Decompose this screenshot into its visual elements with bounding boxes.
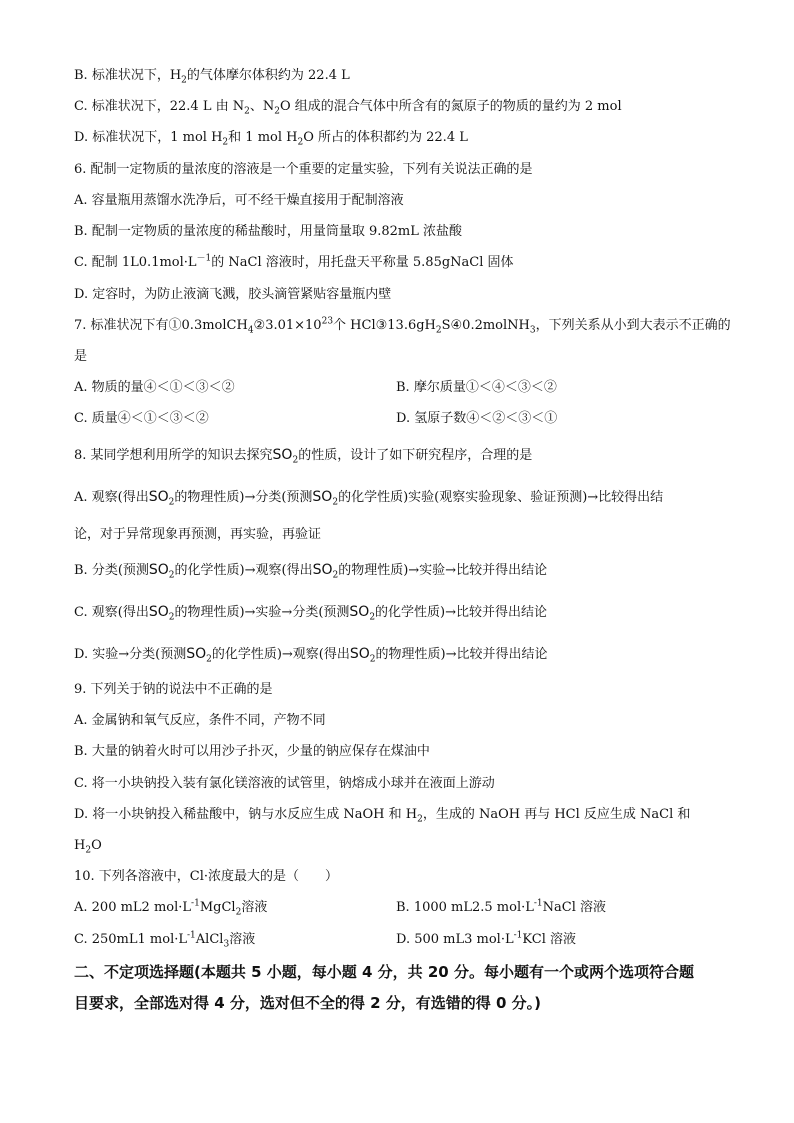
q7-option-a: A. 物质的量④＜①＜③＜②: [74, 380, 235, 395]
q10-option-d: D. 500 mL3 $mol\cdot L^{-1}KCl$ 溶液: [396, 930, 576, 947]
q8-option-d: D. 实验→分类(预测$SO_2$的化学性质)→观察(得出$SO_2$的物理性质)→比较并得出结论: [74, 646, 548, 665]
q8-option-c: C. 观察(得出$SO_2$的物理性质)→实验→分类(预测$SO_2$的化学性质)→比较并得出结论: [74, 604, 548, 623]
q10-option-c: C. 250mL1 $mol\cdot L^{-1}AlCl_3$溶液: [74, 930, 256, 950]
q5-option-d: D. 标准状况下，1 mol $H_2$和 1 mol $H_2O$ 所占的体积都约为 22.4 L: [74, 130, 468, 148]
q10-option-a: A. 200 mL2 $mol\cdot L^{-1}MgCl_2$溶液: [74, 898, 268, 918]
q7-option-c: C. 质量④＜①＜③＜②: [74, 411, 209, 426]
q6-option-c: C. 配制 $1L0.1mol\cdot L^{-1}$的 NaCl 溶液时，用托盘天平称量 5.85gNaCl 固体: [74, 253, 514, 270]
q10-stem: 10. 下列各溶液中，Cl·浓度最大的是（ ）: [74, 869, 339, 884]
q6-option-b: B. 配制一定物质的量浓度的稀盐酸时，用量筒量取 9.82mL 浓盐酸: [74, 224, 462, 239]
q7-option-d: D. 氢原子数④＜②＜③＜①: [396, 411, 558, 426]
q7-stem: 7. 标准状况下有$①0.3molCH_4②3.01\times 10^{23}$个 $HCl③13.6gH_2S④0.2molNH_3$，下列关系从小到大表示不正确的: [74, 316, 731, 336]
q9-option-d-line2: $H_2O$: [74, 838, 102, 856]
q7-option-b: B. 摩尔质量①＜④＜③＜②: [396, 380, 557, 395]
q6-stem: 6. 配制一定物质的量浓度的溶液是一个重要的定量实验，下列有关说法正确的是: [74, 162, 533, 177]
section2-heading-line2: 目要求，全部选对得 4 分，选对但不全的得 2 分，有选错的得 0 分。): [74, 994, 542, 1012]
q5-option-c: C. 标准状况下，22.4 L 由 $N_2$、$N_2O$ 组成的混合气体中所含有的氮原子的物质的量约为 2 mol: [74, 99, 622, 117]
q9-stem: 9. 下列关于钠的说法中不正确的是: [74, 682, 273, 697]
q8-option-a-line2: 论，对于异常现象再预测，再实验，再验证: [74, 527, 322, 542]
q10-option-b: B. 1000 mL2.5 $mol\cdot L^{-1}NaCl$ 溶液: [396, 898, 607, 915]
q9-option-c: C. 将一小块钠投入装有氯化镁溶液的试管里，钠熔成小球并在液面上游动: [74, 776, 495, 791]
q5-option-b: B. 标准状况下，$H_2$的气体摩尔体积约为 22.4 L: [74, 68, 350, 86]
q6-option-d: D. 定容时，为防止液滴飞溅，胶头滴管紧贴容量瓶内壁: [74, 287, 392, 302]
q8-option-a-line1: A. 观察(得出$SO_2$的物理性质)→分类(预测$SO_2$的化学性质)实验(观察实验现象、验证预测)→比较得出结: [74, 489, 664, 508]
q6-option-a: A. 容量瓶用蒸馏水洗净后，可不经干燥直接用于配制溶液: [74, 193, 404, 208]
q7-stem-cont: 是: [74, 349, 88, 364]
section2-heading-line1: 二、不定项选择题(本题共 5 小题，每小题 4 分，共 20 分。每小题有一个或两个选项符合题: [74, 963, 694, 981]
q9-option-a: A. 金属钠和氧气反应，条件不同，产物不同: [74, 713, 326, 728]
q9-option-d-line1: D. 将一小块钠投入稀盐酸中，钠与水反应生成 NaOH 和 $H_2$，生成的 NaOH 再与 HCl 反应生成 NaCl 和: [74, 807, 691, 825]
q8-stem: 8. 某同学想利用所学的知识去探究$SO_2$的性质，设计了如下研究程序，合理的是: [74, 447, 533, 466]
q9-option-b: B. 大量的钠着火时可以用沙子扑灭，少量的钠应保存在煤油中: [74, 744, 430, 759]
q8-option-b: B. 分类(预测$SO_2$的化学性质)→观察(得出$SO_2$的物理性质)→实验→比较并得出结论: [74, 562, 548, 581]
